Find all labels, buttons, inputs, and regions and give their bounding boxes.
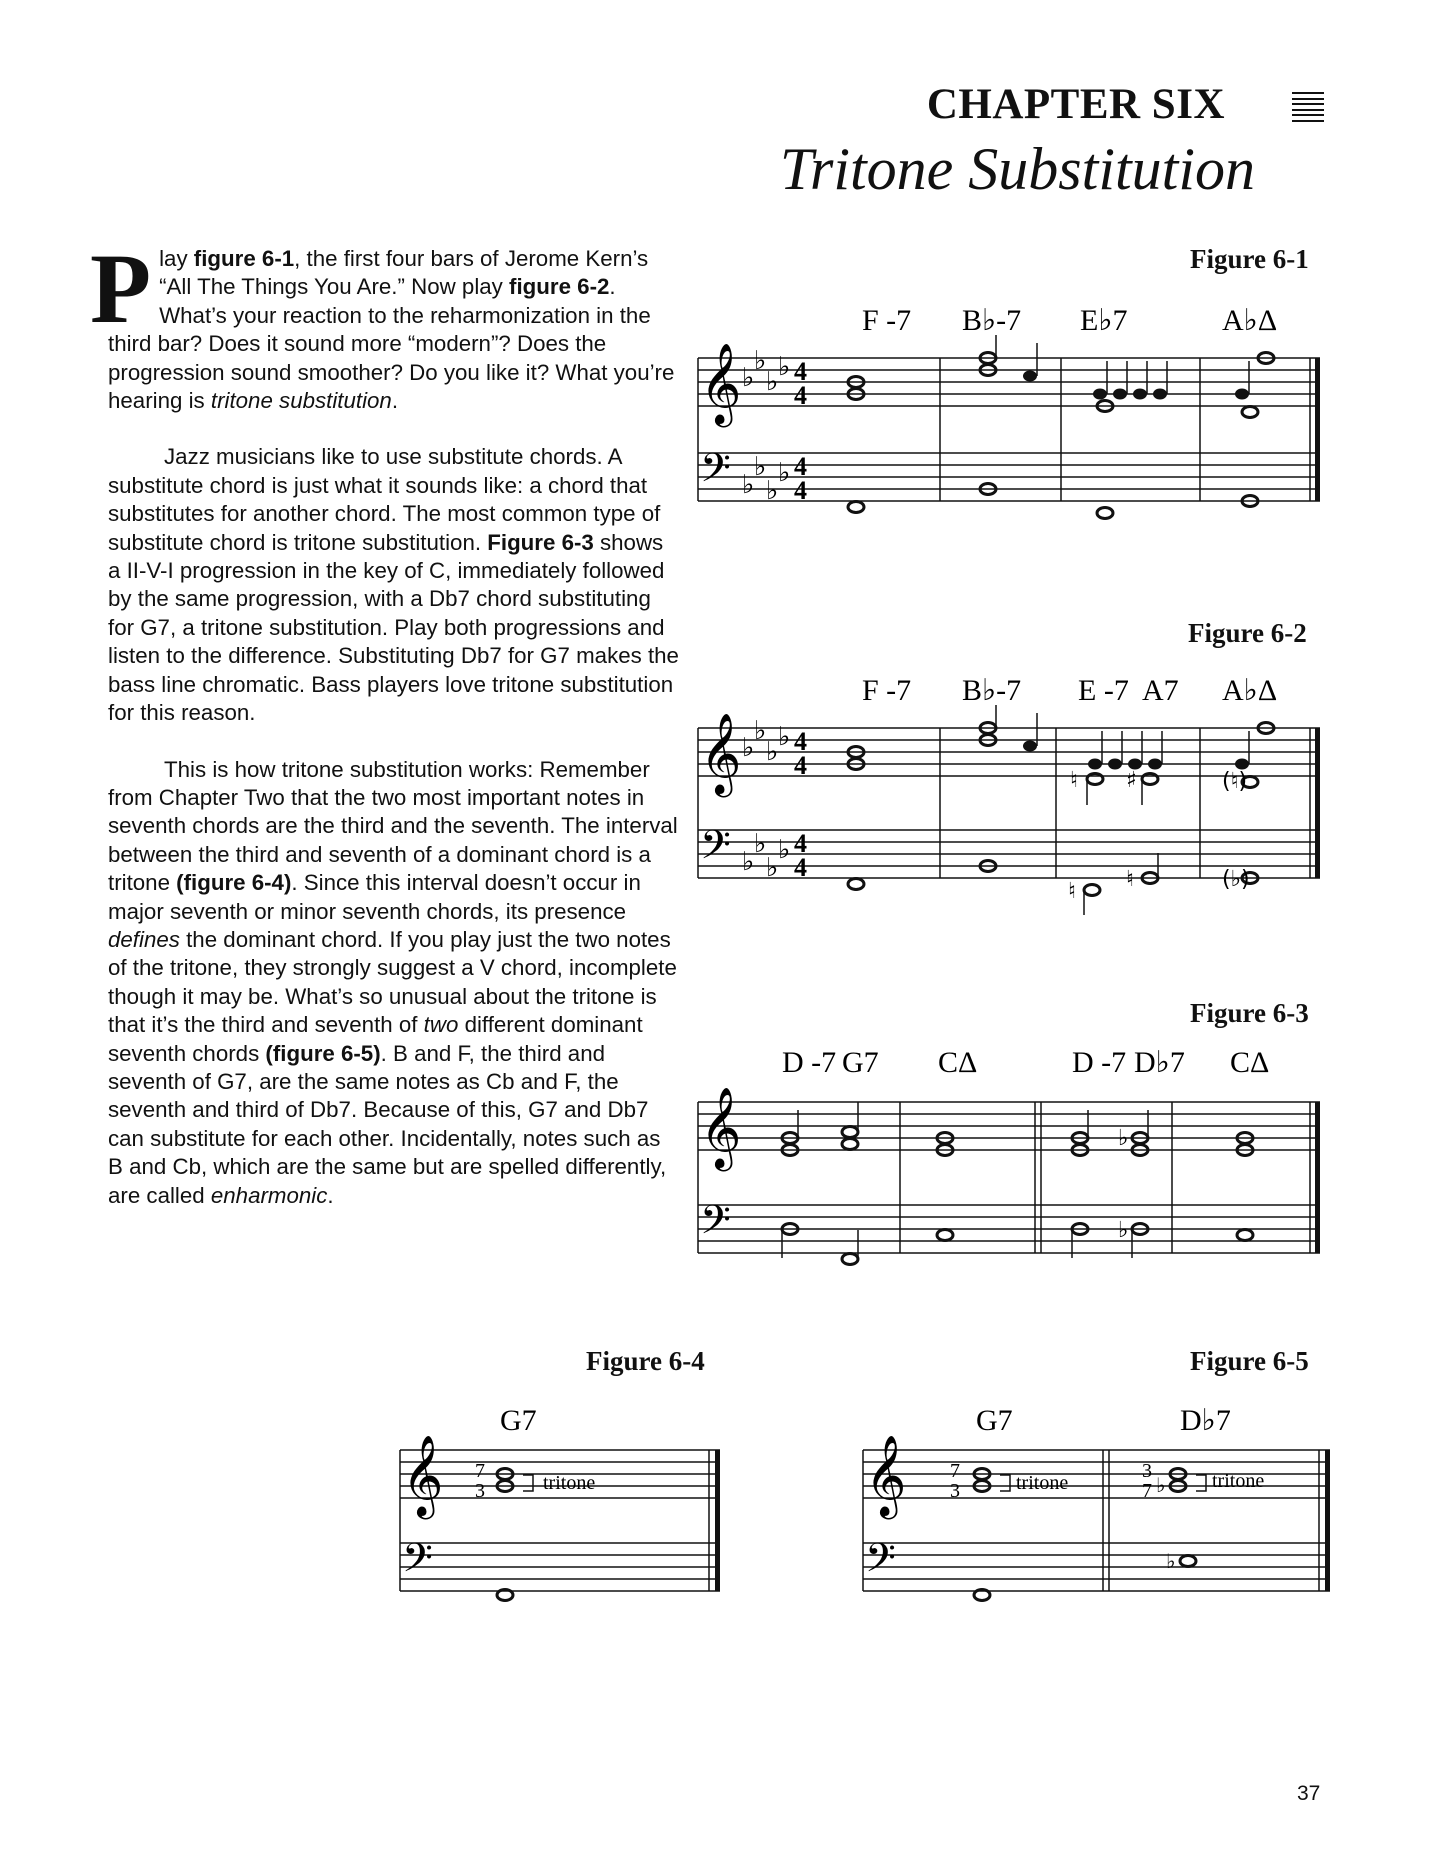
chord-symbol: B♭-7 [962,304,1022,337]
treble-clef-icon: 𝄞 [865,1434,907,1516]
chord-symbol: A♭Δ [1222,304,1278,337]
chapter-heading: CHAPTER SIX [926,81,1225,128]
staff-lines-icon [1292,92,1324,122]
svg-text:4: 4 [794,381,807,410]
svg-text:♮: ♮ [1070,768,1078,793]
bracket-icon [1000,1475,1010,1491]
svg-text:♭: ♭ [1156,1473,1166,1497]
interval-number: 7 [950,1460,960,1482]
figure-6-4-score [395,1395,735,1625]
treble-staff [698,358,1320,406]
svg-text:♭: ♭ [754,829,767,859]
svg-text:(♮): (♮) [1222,769,1248,794]
final-barline [1315,358,1320,501]
text-run: . What’s your reaction to the reharmonization in the third bar? Does it sound more “modern”? Does the progression sound smoother? Do you like it? What you’re hearing is [108,274,675,414]
svg-text:♭: ♭ [754,346,767,376]
text-run: , the first four bars of Jerome Kern’s “All The Things You Are.” Now play [159,246,649,300]
bass-staff [698,1205,1320,1253]
text-run: . [327,1182,334,1208]
drop-cap: P [90,233,152,344]
chord-symbol: D -7 [1072,1046,1127,1079]
bracket-icon [1196,1475,1206,1491]
figure-6-1-title: Figure 6-1 [1190,244,1309,274]
chord-symbol: A♭Δ [1222,674,1278,707]
notes [848,723,1274,896]
page-number: 37 [1297,1782,1321,1805]
bass-staff [863,1543,1330,1591]
bass-clef-icon: 𝄢 [700,445,731,501]
svg-text:♭: ♭ [778,352,791,382]
svg-text:♭: ♭ [778,722,791,752]
figure-6-1-score [690,285,1335,545]
svg-text:♭: ♭ [1118,1218,1129,1243]
figure-6-3-score [690,1040,1335,1310]
text-run: the dominant chord. If you play just the two notes of the tritone, they strongly suggest a V chord, incomplete though it may be. What’s so unusual about the tritone is that it’s the third and seventh of [108,926,677,1038]
svg-text:4: 4 [794,853,807,882]
accidentals [1118,1126,1128,1243]
final-barline [1315,728,1320,878]
text-run: . B and F, the third and seventh of G7, are the same notes as Cb and F, the seventh and third of Db7. Because of this, G7 and Db7 can substitute for each other. Incidentally, notes such as B and Cb, which are the same but are spelled differently, are called [108,1040,667,1208]
text-run: . Since this interval doesn’t occur in major seventh or minor seventh chords, its presence [108,870,641,924]
svg-text:♭: ♭ [742,470,755,500]
chord-symbol: E -7 [1078,674,1129,707]
svg-text:♭: ♭ [766,367,779,397]
figure-6-2-score [690,665,1335,935]
key-signature-flats [742,346,790,506]
chord-symbol: A7 [1142,674,1179,707]
stems [996,335,1249,394]
svg-text:4: 4 [794,476,807,505]
chord-symbol: G7 [842,1046,879,1079]
bass-clef-icon: 𝄢 [402,1535,433,1591]
text-run: figure 6-2 [509,274,610,300]
figure-6-5-title: Figure 6-5 [1190,1346,1309,1376]
chord-symbol: F -7 [862,674,912,707]
text-run: shows a II-V-I progression in the key of C, immediately followed by the same progression, with a Db7 chord substituting for G7, a tritone substitution. Play both progressions and listen to the difference. Substituting Db7 for G7 makes the bass line chromatic. Bass players love tritone substitution for this reason. [108,529,679,726]
chord-symbol: F -7 [862,304,912,337]
interval-number: 7 [1142,1480,1152,1502]
svg-text:4: 4 [794,452,807,481]
notes [497,1469,513,1601]
treble-clef-icon: 𝄞 [700,712,742,794]
text-run: Figure 6-3 [487,529,594,555]
svg-text:4: 4 [794,751,807,780]
chord-symbol: G7 [500,1404,537,1437]
paragraph-1 [90,233,680,415]
bass-clef-icon: 𝄢 [700,822,731,878]
time-signature [794,357,807,505]
svg-text:♭: ♭ [754,452,767,482]
tritone-label: tritone [1212,1470,1265,1492]
treble-clef-icon: 𝄞 [700,342,742,424]
text-run: . [391,388,399,414]
chapter-title: Tritone Substitution [779,136,1255,202]
chord-symbol: CΔ [1230,1046,1270,1079]
svg-text:(♭): (♭) [1222,867,1250,892]
text-run: (figure 6-5) [265,1040,381,1066]
stems [996,705,1249,915]
body-text [90,233,680,1238]
paragraph-2 [108,443,680,727]
bass-staff [400,1543,720,1591]
svg-text:♭: ♭ [778,835,791,865]
chord-symbol: B♭-7 [962,674,1022,707]
filled-notes [1023,371,1249,400]
text-run: This is how tritone substitution works: Remember from Chapter Two that the two most important notes in seventh chords are the third and the seventh. The interval between the third and seventh of a dominant chord is a tritone [108,756,678,896]
tritone-label: tritone [1016,1472,1069,1494]
paragraph-3 [108,756,680,1211]
svg-text:♭: ♭ [766,737,779,767]
text-run: two [423,1012,459,1038]
text-run: different dominant seventh chords [108,1012,643,1066]
svg-text:♮: ♮ [1126,867,1134,892]
time-signature [794,727,807,882]
tritone-label: tritone [543,1472,596,1494]
key-signature-flats [742,716,790,883]
barlines [698,1102,1310,1253]
svg-text:♭: ♭ [778,458,791,488]
svg-text:♭: ♭ [1118,1126,1129,1151]
text-run: enharmonic [210,1182,328,1208]
interval-number: 3 [1142,1460,1152,1482]
svg-text:♭: ♭ [742,847,755,877]
svg-text:♮: ♮ [1068,879,1076,904]
svg-text:♭: ♭ [1166,1549,1176,1573]
svg-text:4: 4 [794,357,807,386]
treble-clef-icon: 𝄞 [700,1086,742,1168]
svg-text:♭: ♭ [754,716,767,746]
bass-staff [698,453,1320,501]
svg-text:♭: ♭ [766,476,779,506]
svg-text:♭: ♭ [742,363,755,393]
chord-symbol: D♭7 [1134,1046,1185,1079]
bracket-icon [523,1475,533,1491]
notes [782,1127,1253,1265]
bass-clef-icon: 𝄢 [865,1535,896,1591]
text-run: lay [159,246,194,271]
text-run: tritone substitution [210,388,392,414]
final-barline [1325,1450,1330,1591]
text-run: (figure 6-4) [176,870,292,896]
svg-text:4: 4 [794,727,807,756]
interval-number: 3 [950,1480,960,1502]
figure-6-5-score [858,1395,1338,1625]
svg-text:♯: ♯ [1126,768,1137,793]
final-barline [1315,1102,1320,1253]
chord-symbol: CΔ [938,1046,978,1079]
chord-symbol: D -7 [782,1046,837,1079]
svg-text:♭: ♭ [766,853,779,883]
figure-6-3-title: Figure 6-3 [1190,998,1309,1028]
final-barline [715,1450,720,1591]
chord-symbol: E♭7 [1080,304,1128,337]
bass-clef-icon: 𝄢 [700,1197,731,1253]
treble-clef-icon: 𝄞 [402,1434,444,1516]
accidentals [1156,1473,1175,1573]
svg-text:4: 4 [794,829,807,858]
filled-notes [1023,741,1249,770]
chord-symbol: G7 [976,1404,1013,1437]
figure-6-4-title: Figure 6-4 [586,1346,705,1376]
text-run: Jazz musicians like to use substitute chords. A substitute chord is just what it sounds like: a chord that substitutes for another chord. The most common type of substitute chord is tritone substitution. [108,444,661,555]
interval-number: 7 [475,1460,485,1482]
interval-number: 3 [475,1480,485,1502]
svg-text:♭: ♭ [742,733,755,763]
chord-symbol: D♭7 [1180,1404,1231,1437]
text-run: figure 6-1 [193,246,295,271]
figure-6-2-title: Figure 6-2 [1188,618,1307,648]
text-run: defines [108,926,180,952]
